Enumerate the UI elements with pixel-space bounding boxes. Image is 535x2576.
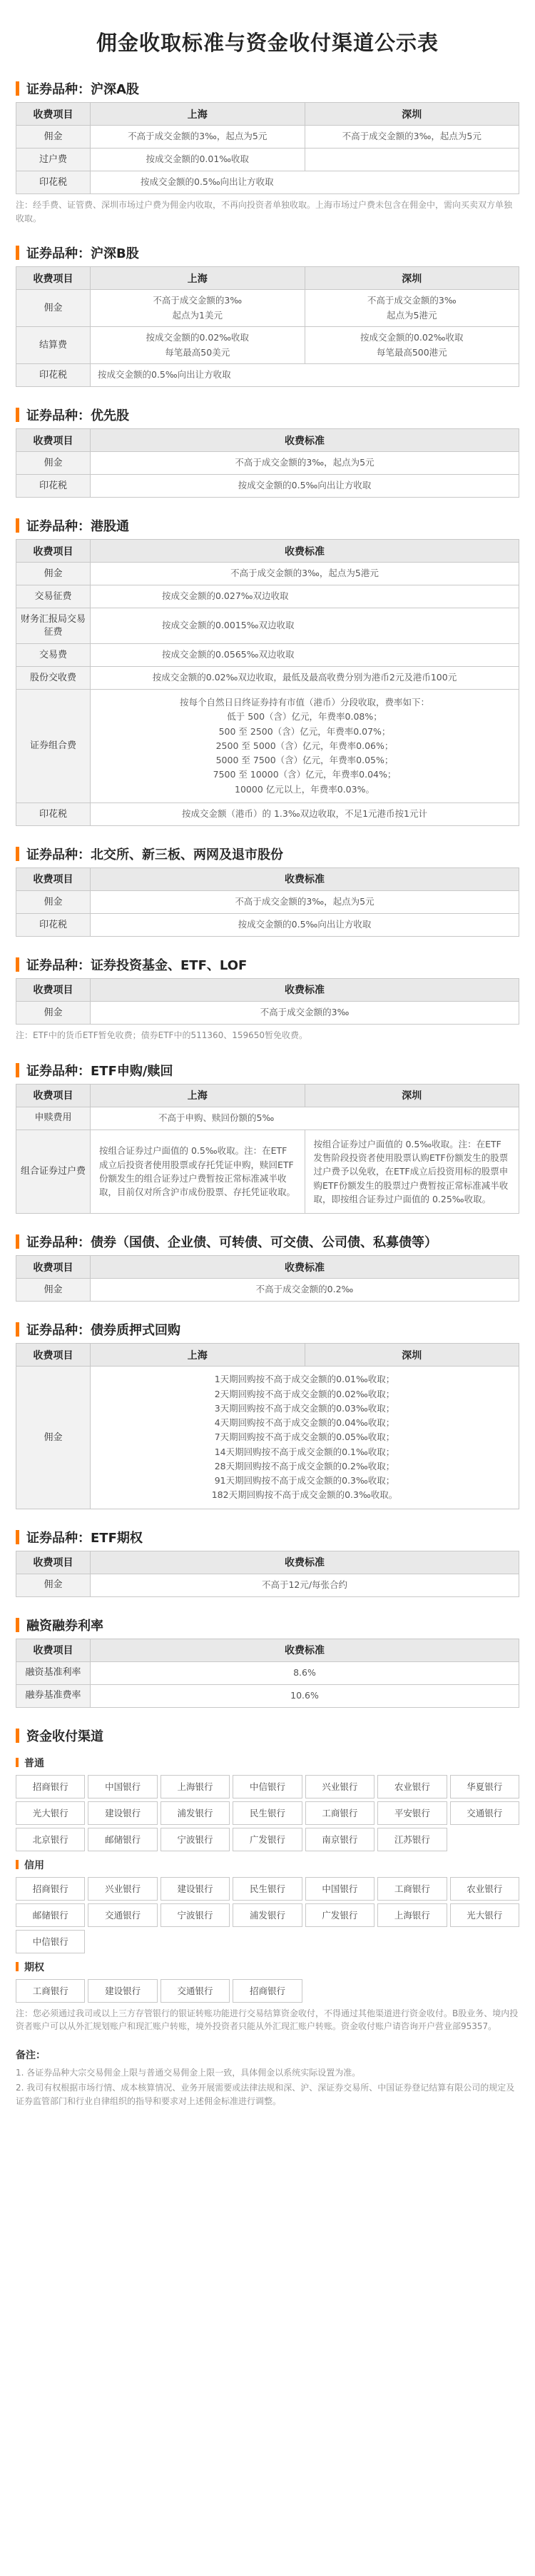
header-standard: 收费标准 [91,540,519,563]
fee-table [16,1255,519,1302]
footer-note: 1. 各证券品种大宗交易佣金上限与普通交易佣金上限一致，具体佣金以系统实际设置为准。 [16,2067,361,2078]
fee-table [16,266,519,387]
table-row [16,1129,519,1214]
table-header-row [16,867,519,890]
table-header-row [16,1084,519,1107]
bank-cell: 工商银行 [305,1801,374,1825]
fee-table [16,1084,519,1214]
bank-cell: 建设银行 [88,1801,157,1825]
table-header-row [16,1256,519,1279]
bank-cell: 邮储银行 [16,1903,85,1927]
cell-value: 按成交金额的0.5‰向出让方收取 [91,475,519,498]
row-label: 印花税 [16,803,91,825]
header-standard: 收费标准 [91,1639,519,1661]
table-row [16,364,519,387]
row-label: 佣金 [16,290,91,327]
section-accent-bar [16,518,19,533]
section-preferred [16,401,519,498]
section-bse-neeq [16,840,519,937]
row-label: 佣金 [16,1001,91,1024]
header-item: 收费项目 [16,540,91,563]
section-header [16,512,519,539]
row-label: 过户费 [16,149,91,171]
bank-cell: 工商银行 [377,1877,447,1901]
bank-cell: 广发银行 [233,1828,302,1851]
header-item: 收费项目 [16,867,91,890]
section-title: 证券品种：债券质押式回购 [26,1323,180,1339]
section-title: 融资融券利率 [26,1618,103,1634]
header-item: 收费项目 [16,1344,91,1367]
table-row [16,1574,519,1596]
bank-cell: 南京银行 [305,1828,374,1851]
header-standard: 收费标准 [91,867,519,890]
cell-value: 不高于成交金额的3‰，起点为5元 [91,890,519,913]
section-accent-bar [16,1729,19,1743]
section-header [16,951,519,978]
table-row [16,1661,519,1684]
table-row [16,890,519,913]
header-shenzhen: 深圳 [305,1344,519,1367]
section-margin-rates [16,1611,519,1708]
bank-cell: 招商银行 [16,1877,85,1901]
section-b-shares [16,239,519,387]
row-label: 印花税 [16,475,91,498]
cell-line: 2天期回购按不高于成交金额的0.02‰收取； [214,1388,395,1399]
table-row [16,667,519,690]
table-row [16,1367,519,1509]
section-accent-bar [16,81,19,96]
cell-line: 182天期回购按不高于成交金额的0.3‰收取。 [211,1489,398,1501]
section-header [16,239,519,266]
subhead-general [16,1754,519,1772]
cell-value: 按成交金额的0.0565‰双边收取 [91,644,519,667]
cell-value: 不高于成交金额的3‰，起点为5元 [91,452,519,475]
header-shanghai: 上海 [91,1344,305,1367]
cell-shanghai: 按成交金额的0.01‰收取 [91,149,305,171]
header-item: 收费项目 [16,267,91,290]
header-shanghai: 上海 [91,267,305,290]
cell-line: 7天期回购按不高于成交金额的0.05‰收取； [214,1432,395,1443]
section-title: 证券品种：债券（国债、企业债、可转债、可交债、公司债、私募债等） [26,1235,437,1251]
bank-cell: 江苏银行 [377,1828,447,1851]
bank-cell: 中国银行 [88,1775,157,1798]
table-row [16,608,519,644]
table-header-row [16,1639,519,1661]
section-note: 注：您必须通过我司或以上三方存管银行的银证转账功能进行交易结算资金收付，不得通过其他渠道进行资金收付。B股业务、境内投资者账户可以从外汇规划账户和现汇账户转账，境外投资者只能从外汇现汇账户转账。资金收付账户请咨询开户营业部95357。 [16,2008,519,2032]
page-title: 佣金收取标准与资金收付渠道公示表 [96,31,439,55]
section-title: 证券品种：沪深A股 [26,82,139,97]
section-bonds [16,1228,519,1302]
bank-cell: 上海银行 [160,1775,230,1798]
table-header-row [16,978,519,1001]
cell-value: 按成交金额的0.027‰双边收取 [91,585,519,608]
bank-cell: 平安银行 [377,1801,447,1825]
bank-grid-credit [16,1877,519,1953]
bank-cell: 中信银行 [233,1775,302,1798]
bank-cell: 建设银行 [160,1877,230,1901]
section-accent-bar [16,1530,19,1544]
cell-line: 不高于成交金额的3‰ [153,295,243,306]
section-title: 证券品种：证券投资基金、ETF、LOF [26,957,248,973]
header-standard: 收费标准 [91,429,519,452]
table-header-row [16,540,519,563]
section-accent-bar [16,1322,19,1337]
cell-value: 按成交金额的0.02‰双边收取，最低及最高收费分别为港币2元及港币100元 [91,667,519,690]
cell-shanghai: 按组合证券过户面值的 0.5‰收取。注：在ETF成立后投资者使用股票或存托凭证申购，赎回ETF份额发生的组合证券过户费暂按正常标准减半收取，目前仅对所含沪市成份股票、存托凭证收取。 [91,1129,305,1214]
bank-cell: 兴业银行 [305,1775,374,1798]
cell-value [91,690,519,803]
row-label: 佣金 [16,126,91,149]
section-header [16,840,519,867]
bank-cell: 工商银行 [16,1979,85,2003]
bank-cell: 农业银行 [450,1877,519,1901]
cell-line: 4天期回购按不高于成交金额的0.04‰收取； [214,1417,395,1429]
header-shanghai: 上海 [91,103,305,126]
header-item: 收费项目 [16,1551,91,1574]
row-label: 佣金 [16,890,91,913]
cell-value: 按成交金额的0.5‰向出让方收取 [91,913,519,936]
section-hk-connect [16,512,519,826]
header-shenzhen: 深圳 [305,1084,519,1107]
cell-value: 不高于12元/每张合约 [91,1574,519,1596]
header-item: 收费项目 [16,1084,91,1107]
bank-cell: 招商银行 [233,1979,302,2003]
bank-cell: 中信银行 [16,1930,85,1953]
fee-table [16,1639,519,1708]
cell-line: 按每个自然日日终证券持有市值（港币）分段收取，费率如下： [179,697,429,708]
cell-value: 按成交金额的0.0015‰双边收取 [91,608,519,644]
fee-table [16,1343,519,1509]
header-shenzhen: 深圳 [305,267,519,290]
bank-cell: 浦发银行 [233,1903,302,1927]
section-header [16,1228,519,1255]
cell-shanghai: 不高于成交金额的3‰，起点为5元 [91,126,305,149]
cell-line: 按成交金额的0.02‰收取 [146,332,250,343]
bank-cell: 广发银行 [305,1903,374,1927]
cell-shenzhen: 按组合证券过户面值的 0.5‰收取。注：在ETF发售阶段投资者使用股票认购ETF份额发生的股票过户费予以免收，在ETF成立后投资用标的股票申购ETF份额发生的股票过户费暂按正常标准减半收取，即按组合证券过户面值的 0.25‰收取。 [305,1129,519,1214]
section-accent-bar [16,1234,19,1249]
cell-line: 14天期回购按不高于成交金额的0.1‰收取； [214,1446,395,1457]
footer-title: 备注： [16,2049,46,2061]
bank-cell: 北京银行 [16,1828,85,1851]
header-item: 收费项目 [16,1256,91,1279]
row-label: 融资基准利率 [16,1661,91,1684]
row-label: 印花税 [16,913,91,936]
cell-value: 不高于成交金额的3‰ [91,1001,519,1024]
row-label: 佣金 [16,1279,91,1302]
fee-table [16,539,519,826]
bank-cell: 浦发银行 [160,1801,230,1825]
footer [16,2048,519,2109]
section-header [16,75,519,102]
header-shenzhen: 深圳 [305,103,519,126]
section-header [16,401,519,428]
cell-line: 每笔最高50美元 [165,346,230,358]
bank-cell: 兴业银行 [88,1877,157,1901]
table-header-row [16,1344,519,1367]
section-header [16,1524,519,1551]
cell-value [91,1367,519,1509]
cell-value: 按成交金额（港币）的 1.3‰双边收取，不足1元港币按1元计 [91,803,519,825]
bank-cell: 民生银行 [233,1877,302,1901]
cell-line: 2500 至 5000（含）亿元，年费率0.06%； [215,740,394,751]
section-header [16,1057,519,1084]
table-row [16,452,519,475]
footer-note: 2. 我司有权根据市场行情、成本核算情况、业务开展需要或法律法规和深、沪、深证券交易所、中国证券登记结算有限公司的规定及证券监管部门和行业自律组织的指导和要求对上述佣金标准进行调整。 [16,2083,515,2107]
bank-grid-general [16,1775,519,1851]
table-row [16,126,519,149]
bank-cell: 中国银行 [305,1877,374,1901]
cell-value: 不高于申购、赎回份额的5‰ [91,1107,519,1129]
cell-shenzhen [305,290,519,327]
bank-cell: 招商银行 [16,1775,85,1798]
section-title: 证券品种：北交所、新三板、两网及退市股份 [26,847,283,862]
cell-value: 不高于成交金额的3‰，起点为5港元 [91,563,519,585]
table-row [16,149,519,171]
fee-table [16,978,519,1025]
table-row [16,563,519,585]
cell-line: 每笔最高500港元 [376,346,447,358]
cell-line: 91天期回购按不高于成交金额的0.3‰收取； [214,1475,395,1486]
bank-grid-option [16,1979,519,2003]
table-row [16,1107,519,1129]
row-label: 结算费 [16,327,91,364]
row-label: 佣金 [16,1574,91,1596]
cell-value: 不高于成交金额的0.2‰ [91,1279,519,1302]
section-title: 证券品种：ETF期权 [26,1530,143,1546]
section-accent-bar [16,847,19,861]
section-note: 注：经手费、证管费、深圳市场过户费为佣金内收取，不再向投资者单独收取。上海市场过户费未包含在佣金中，需向买卖双方单独收取。 [16,200,513,223]
header-shanghai: 上海 [91,1084,305,1107]
section-title: 证券品种：ETF申购/赎回 [26,1063,173,1079]
cell-line: 起点为5港元 [387,309,437,321]
cell-line: 起点为1美元 [172,309,223,321]
section-accent-bar [16,408,19,422]
table-row [16,913,519,936]
section-header [16,1316,519,1343]
section-repo [16,1316,519,1509]
table-row [16,290,519,327]
bank-cell: 交通银行 [160,1979,230,2003]
subhead-label: 期权 [24,1961,44,1973]
table-header-row [16,267,519,290]
cell-line: 3天期回购按不高于成交金额的0.03‰收取； [214,1402,395,1414]
table-row [16,585,519,608]
table-row [16,1001,519,1024]
bank-cell: 光大银行 [16,1801,85,1825]
row-label: 印花税 [16,171,91,194]
table-row [16,690,519,803]
bank-cell: 光大银行 [450,1903,519,1927]
section-header [16,1611,519,1639]
bank-cell: 交通银行 [88,1903,157,1927]
section-accent-bar [16,1618,19,1632]
bank-cell: 宁波银行 [160,1903,230,1927]
row-label: 交易费 [16,644,91,667]
row-label: 财务汇报局交易征费 [16,608,91,644]
subhead-accent-bar [16,1758,19,1767]
subhead-accent-bar [16,1860,19,1869]
cell-value: 8.6% [91,1661,519,1684]
section-title: 证券品种：优先股 [26,408,129,424]
cell-line: 5000 至 7500（含）亿元，年费率0.05%； [215,755,394,766]
fee-table [16,428,519,498]
header-item: 收费项目 [16,103,91,126]
table-row [16,171,519,194]
row-label: 融券基准费率 [16,1684,91,1707]
fee-table [16,867,519,937]
cell-line: 1天期回购按不高于成交金额的0.01‰收取； [214,1374,395,1385]
table-header-row [16,1551,519,1574]
row-label: 佣金 [16,563,91,585]
cell-line: 按成交金额的0.02‰收取 [360,332,464,343]
table-row [16,475,519,498]
cell-line: 不高于成交金额的3‰ [367,295,457,306]
table-header-row [16,429,519,452]
cell-line: 10000 亿元以上，年费率0.03%。 [235,783,374,795]
bank-cell: 邮储银行 [88,1828,157,1851]
bank-cell: 华夏银行 [450,1775,519,1798]
table-row [16,1279,519,1302]
section-funds [16,951,519,1042]
header-standard: 收费标准 [91,978,519,1001]
subhead-credit [16,1856,519,1874]
row-label: 证券组合费 [16,690,91,803]
section-etf-options [16,1524,519,1597]
bank-cell: 上海银行 [377,1903,447,1927]
fee-table [16,1551,519,1597]
section-etf-creation [16,1057,519,1214]
row-label: 印花税 [16,364,91,387]
cell-shenzhen [305,149,519,171]
row-label: 股份交收费 [16,667,91,690]
subhead-option [16,1958,519,1976]
cell-line: 7500 至 10000（含）亿元，年费率0.04%； [213,769,397,780]
header-standard: 收费标准 [91,1256,519,1279]
cell-shenzhen: 不高于成交金额的3‰，起点为5元 [305,126,519,149]
section-title: 证券品种：沪深B股 [26,246,139,262]
table-row [16,1684,519,1707]
section-note: 注：ETF中的货币ETF暂免收费；债券ETF中的511360、159650暂免收费。 [16,1030,308,1040]
header-item: 收费项目 [16,1639,91,1661]
cell-shanghai [91,290,305,327]
section-accent-bar [16,957,19,972]
subhead-label: 普通 [24,1757,44,1769]
section-a-shares [16,75,519,225]
section-accent-bar [16,246,19,260]
header-item: 收费项目 [16,978,91,1001]
cell-value: 10.6% [91,1684,519,1707]
cell-shanghai [91,327,305,364]
table-row [16,327,519,364]
row-label: 组合证券过户费 [16,1129,91,1214]
bank-cell: 农业银行 [377,1775,447,1798]
bank-cell: 交通银行 [450,1801,519,1825]
section-title: 资金收付渠道 [26,1729,103,1744]
subhead-label: 信用 [24,1859,44,1871]
subhead-accent-bar [16,1962,19,1971]
row-label: 佣金 [16,452,91,475]
bank-cell: 宁波银行 [160,1828,230,1851]
header-item: 收费项目 [16,429,91,452]
table-header-row [16,103,519,126]
cell-value: 按成交金额的0.5‰向出让方收取 [91,171,519,194]
section-accent-bar [16,1063,19,1077]
table-row [16,803,519,825]
row-label: 申赎费用 [16,1107,91,1129]
cell-line: 500 至 2500（含）亿元，年费率0.07%； [218,725,391,737]
table-row [16,644,519,667]
cell-value: 按成交金额的0.5‰向出让方收取 [91,364,519,387]
section-fund-channels [16,1722,519,2033]
bank-cell: 民生银行 [233,1801,302,1825]
fee-table [16,102,519,194]
cell-line: 低于 500（含）亿元，年费率0.08%； [227,711,382,723]
header-standard: 收费标准 [91,1551,519,1574]
bank-cell: 建设银行 [88,1979,157,2003]
cell-line: 28天期回购按不高于成交金额的0.2‰收取； [214,1460,395,1471]
section-title: 证券品种：港股通 [26,519,129,535]
section-header [16,1722,519,1749]
cell-shenzhen [305,327,519,364]
row-label: 交易征费 [16,585,91,608]
row-label: 佣金 [16,1367,91,1509]
